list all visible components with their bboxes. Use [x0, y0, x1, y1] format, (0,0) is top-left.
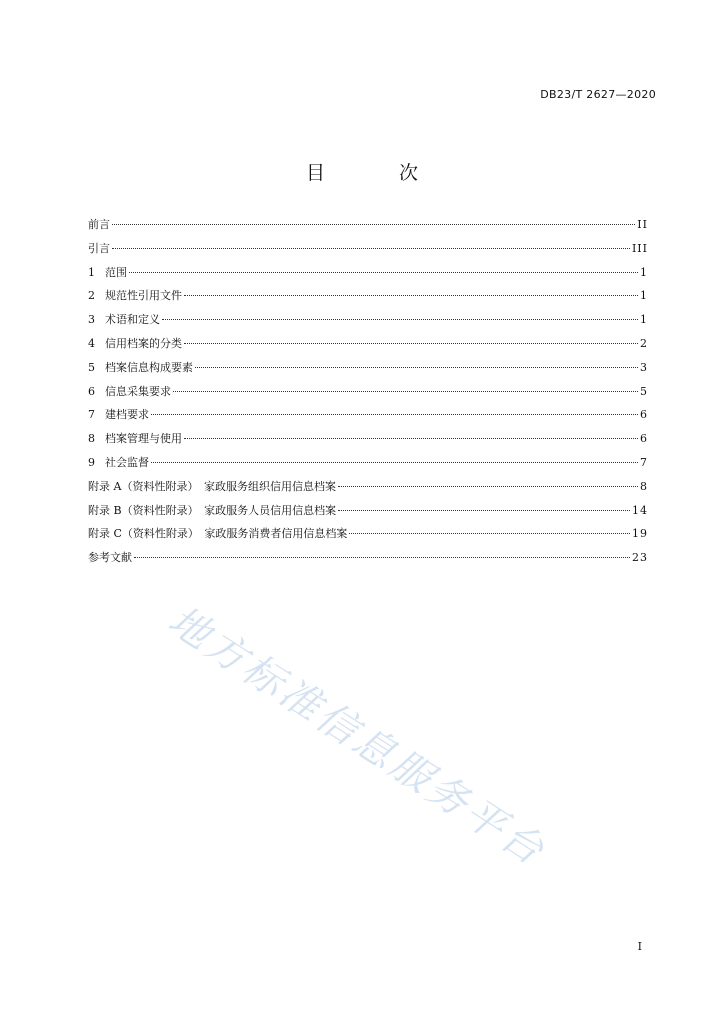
toc-entry-label: 规范性引用文件 — [105, 289, 182, 303]
toc-title: 目 次 — [305, 162, 453, 184]
toc-entry[interactable] — [88, 454, 648, 478]
toc-entry-page: 14 — [632, 503, 648, 517]
toc-entry-number: 6 — [88, 384, 95, 398]
toc-entry-label: 档案信息构成要素 — [105, 360, 193, 374]
toc-entry-number: 7 — [88, 408, 95, 422]
toc-entry-label: 附录 A（资料性附录） 家政服务组织信用信息档案 — [88, 479, 336, 493]
watermark: 地方标准信息服务平台 — [160, 597, 555, 876]
toc-entry-label: 附录 B（资料性附录） 家政服务人员信用信息档案 — [88, 503, 337, 517]
toc-entry[interactable] — [88, 549, 648, 573]
toc-entry-label: 社会监督 — [105, 455, 149, 469]
toc-entry-label: 附录 C（资料性附录） 家政服务消费者信用信息档案 — [88, 527, 348, 541]
toc-entry[interactable] — [88, 525, 648, 549]
toc-dot-leader — [184, 295, 638, 296]
toc-dot-leader — [349, 533, 630, 534]
toc-entry-number: 8 — [88, 432, 95, 446]
toc-entry-label: 参考文献 — [88, 551, 132, 565]
document-code: DB23/T 2627—2020 — [540, 88, 656, 101]
toc-dot-leader — [338, 486, 638, 487]
toc-entry[interactable] — [88, 264, 648, 288]
toc-dot-leader — [162, 319, 638, 320]
toc-entry-page: 3 — [640, 360, 648, 374]
toc-entry[interactable] — [88, 240, 648, 264]
toc-entry-label: 信息采集要求 — [105, 384, 171, 398]
toc-entry-number: 3 — [88, 313, 95, 327]
toc-dot-leader — [184, 343, 638, 344]
toc-entry[interactable] — [88, 430, 648, 454]
toc-entry-number: 5 — [88, 360, 95, 374]
toc-entry-page: III — [631, 241, 648, 255]
toc-entry-label: 术语和定义 — [105, 313, 160, 327]
toc-entry-page: 6 — [640, 408, 648, 422]
toc-entry-number: 2 — [88, 289, 95, 303]
toc-entry-page: II — [637, 218, 648, 231]
toc-entry-label: 档案管理与使用 — [105, 432, 182, 446]
toc-entry-number: 1 — [88, 265, 95, 279]
toc-entry-page: 6 — [640, 432, 648, 446]
toc-entry-label: 引言 — [88, 241, 110, 255]
toc-entry[interactable] — [88, 311, 648, 335]
toc-entry-label: 建档要求 — [105, 408, 149, 422]
toc-entry[interactable] — [88, 359, 648, 383]
toc-entry-page: 8 — [640, 479, 648, 493]
toc-entry-page: 1 — [640, 265, 648, 279]
toc-entry-page: 5 — [640, 384, 648, 398]
toc-entry-page: 2 — [640, 336, 648, 350]
toc-entry-number: 4 — [88, 336, 95, 350]
page-number: I — [637, 940, 642, 953]
toc-dot-leader — [184, 438, 638, 439]
toc-entry[interactable] — [88, 502, 648, 526]
toc-entry[interactable] — [88, 335, 648, 359]
toc-entry[interactable] — [88, 478, 648, 502]
toc-dot-leader — [129, 272, 638, 273]
toc-entry-page: 1 — [640, 313, 648, 327]
toc-entry-page: 19 — [632, 527, 648, 541]
toc-dot-leader — [151, 462, 638, 463]
toc-entry[interactable] — [88, 406, 648, 430]
toc-entry-page: 7 — [640, 455, 648, 469]
toc-dot-leader — [151, 414, 638, 415]
toc-entry-number: 9 — [88, 455, 95, 469]
toc-dot-leader — [338, 510, 630, 511]
toc-entry-page: 23 — [632, 551, 648, 565]
toc-dot-leader — [195, 367, 638, 368]
toc-dot-leader — [112, 224, 635, 225]
toc-dot-leader — [134, 557, 630, 558]
toc-entry-page: 1 — [640, 289, 648, 303]
toc-dot-leader — [173, 391, 638, 392]
toc-entry-label: 范围 — [105, 265, 127, 279]
toc-dot-leader — [112, 248, 630, 249]
table-of-contents — [88, 216, 648, 573]
toc-entry[interactable] — [88, 287, 648, 311]
toc-entry[interactable] — [88, 216, 648, 240]
toc-entry-label: 信用档案的分类 — [105, 336, 182, 350]
toc-entry[interactable] — [88, 383, 648, 407]
toc-entry-label: 前言 — [88, 218, 110, 231]
